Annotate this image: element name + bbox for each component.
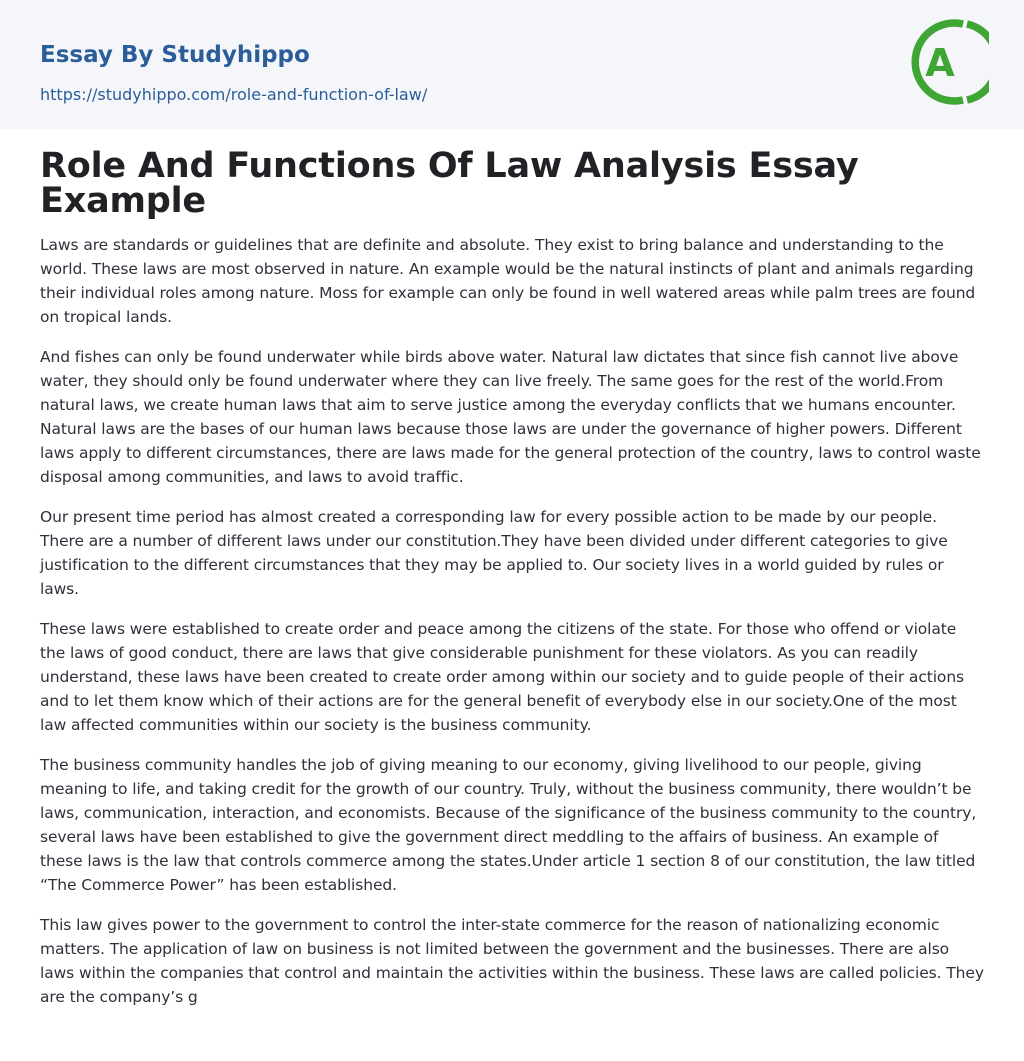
logo-letter: A [925,41,955,85]
article-paragraph-6: This law gives power to the government to control the inter-state commerce for the reason of nationalizing economic matters. The application of law on business is not limited between the government and the businesses. There are also laws within the companies that control and maintain the activities within the business. These laws are called policies. They are the company’s g [40,916,984,1006]
article-paragraph-4: These laws were established to create order and peace among the citizens of the state. For those who offend or violate the laws of good conduct, there are laws that give considerable punishment for these violators. As you can readily understand, these laws have been created to create order among within our society and to guide people of their actions and to let them know which of their actions are for the general benefit of everybody else in our society.One of the most law affected communities within our society is the business community. [40,620,965,734]
article [0,146,1024,1009]
article-title: Role And Functions Of Law Analysis Essay Example [40,146,859,221]
site-header [0,0,1024,129]
article-paragraph-2: And fishes can only be found underwater while birds above water. Natural law dictates that since fish cannot live above water, they should only be found underwater where they can live freely. The same goes for the rest of the world.From natural laws, we create human laws that aim to serve justice among the everyday conflicts that we humans encounter. Natural laws are the bases of our human laws because those laws are under the governance of higher powers. Different laws apply to different circumstances, there are laws made for the general protection of the country, laws to control waste disposal among communities, and laws to avoid traffic. [40,348,981,486]
article-paragraph-5: The business community handles the job of giving meaning to our economy, giving livelihood to our people, giving meaning to life, and taking credit for the growth of our country. Truly, without the business community, there wouldn’t be laws, communication, interaction, and economists. Because of the significance of the business community to the country, several laws have been established to give the government direct meddling to the affairs of business. An example of these laws is the law that controls commerce among the states.Under article 1 section 8 of our constitution, the law titled “The Commerce Power” has been established. [40,756,977,894]
brand-name[interactable]: Essay By Studyhippo [40,42,310,68]
article-paragraph-1: Laws are standards or guidelines that are definite and absolute. They exist to bring balance and understanding to the world. These laws are most observed in nature. An example would be the natural instincts of plant and animals regarding their individual roles among nature. Moss for example can only be found in well watered areas while palm trees are found on tropical lands. [40,236,976,326]
page-url-link[interactable]: https://studyhippo.com/role-and-function-of-law/ [40,85,428,104]
studyhippo-logo-icon[interactable] [911,18,989,106]
article-paragraph-3: Our present time period has almost created a corresponding law for every possible action to be made by our people. There are a number of different laws under our constitution.They have been divided under different categories to give justification to the different circumstances that they may be applied to. Our society lives in a world guided by rules or laws. [40,508,948,598]
